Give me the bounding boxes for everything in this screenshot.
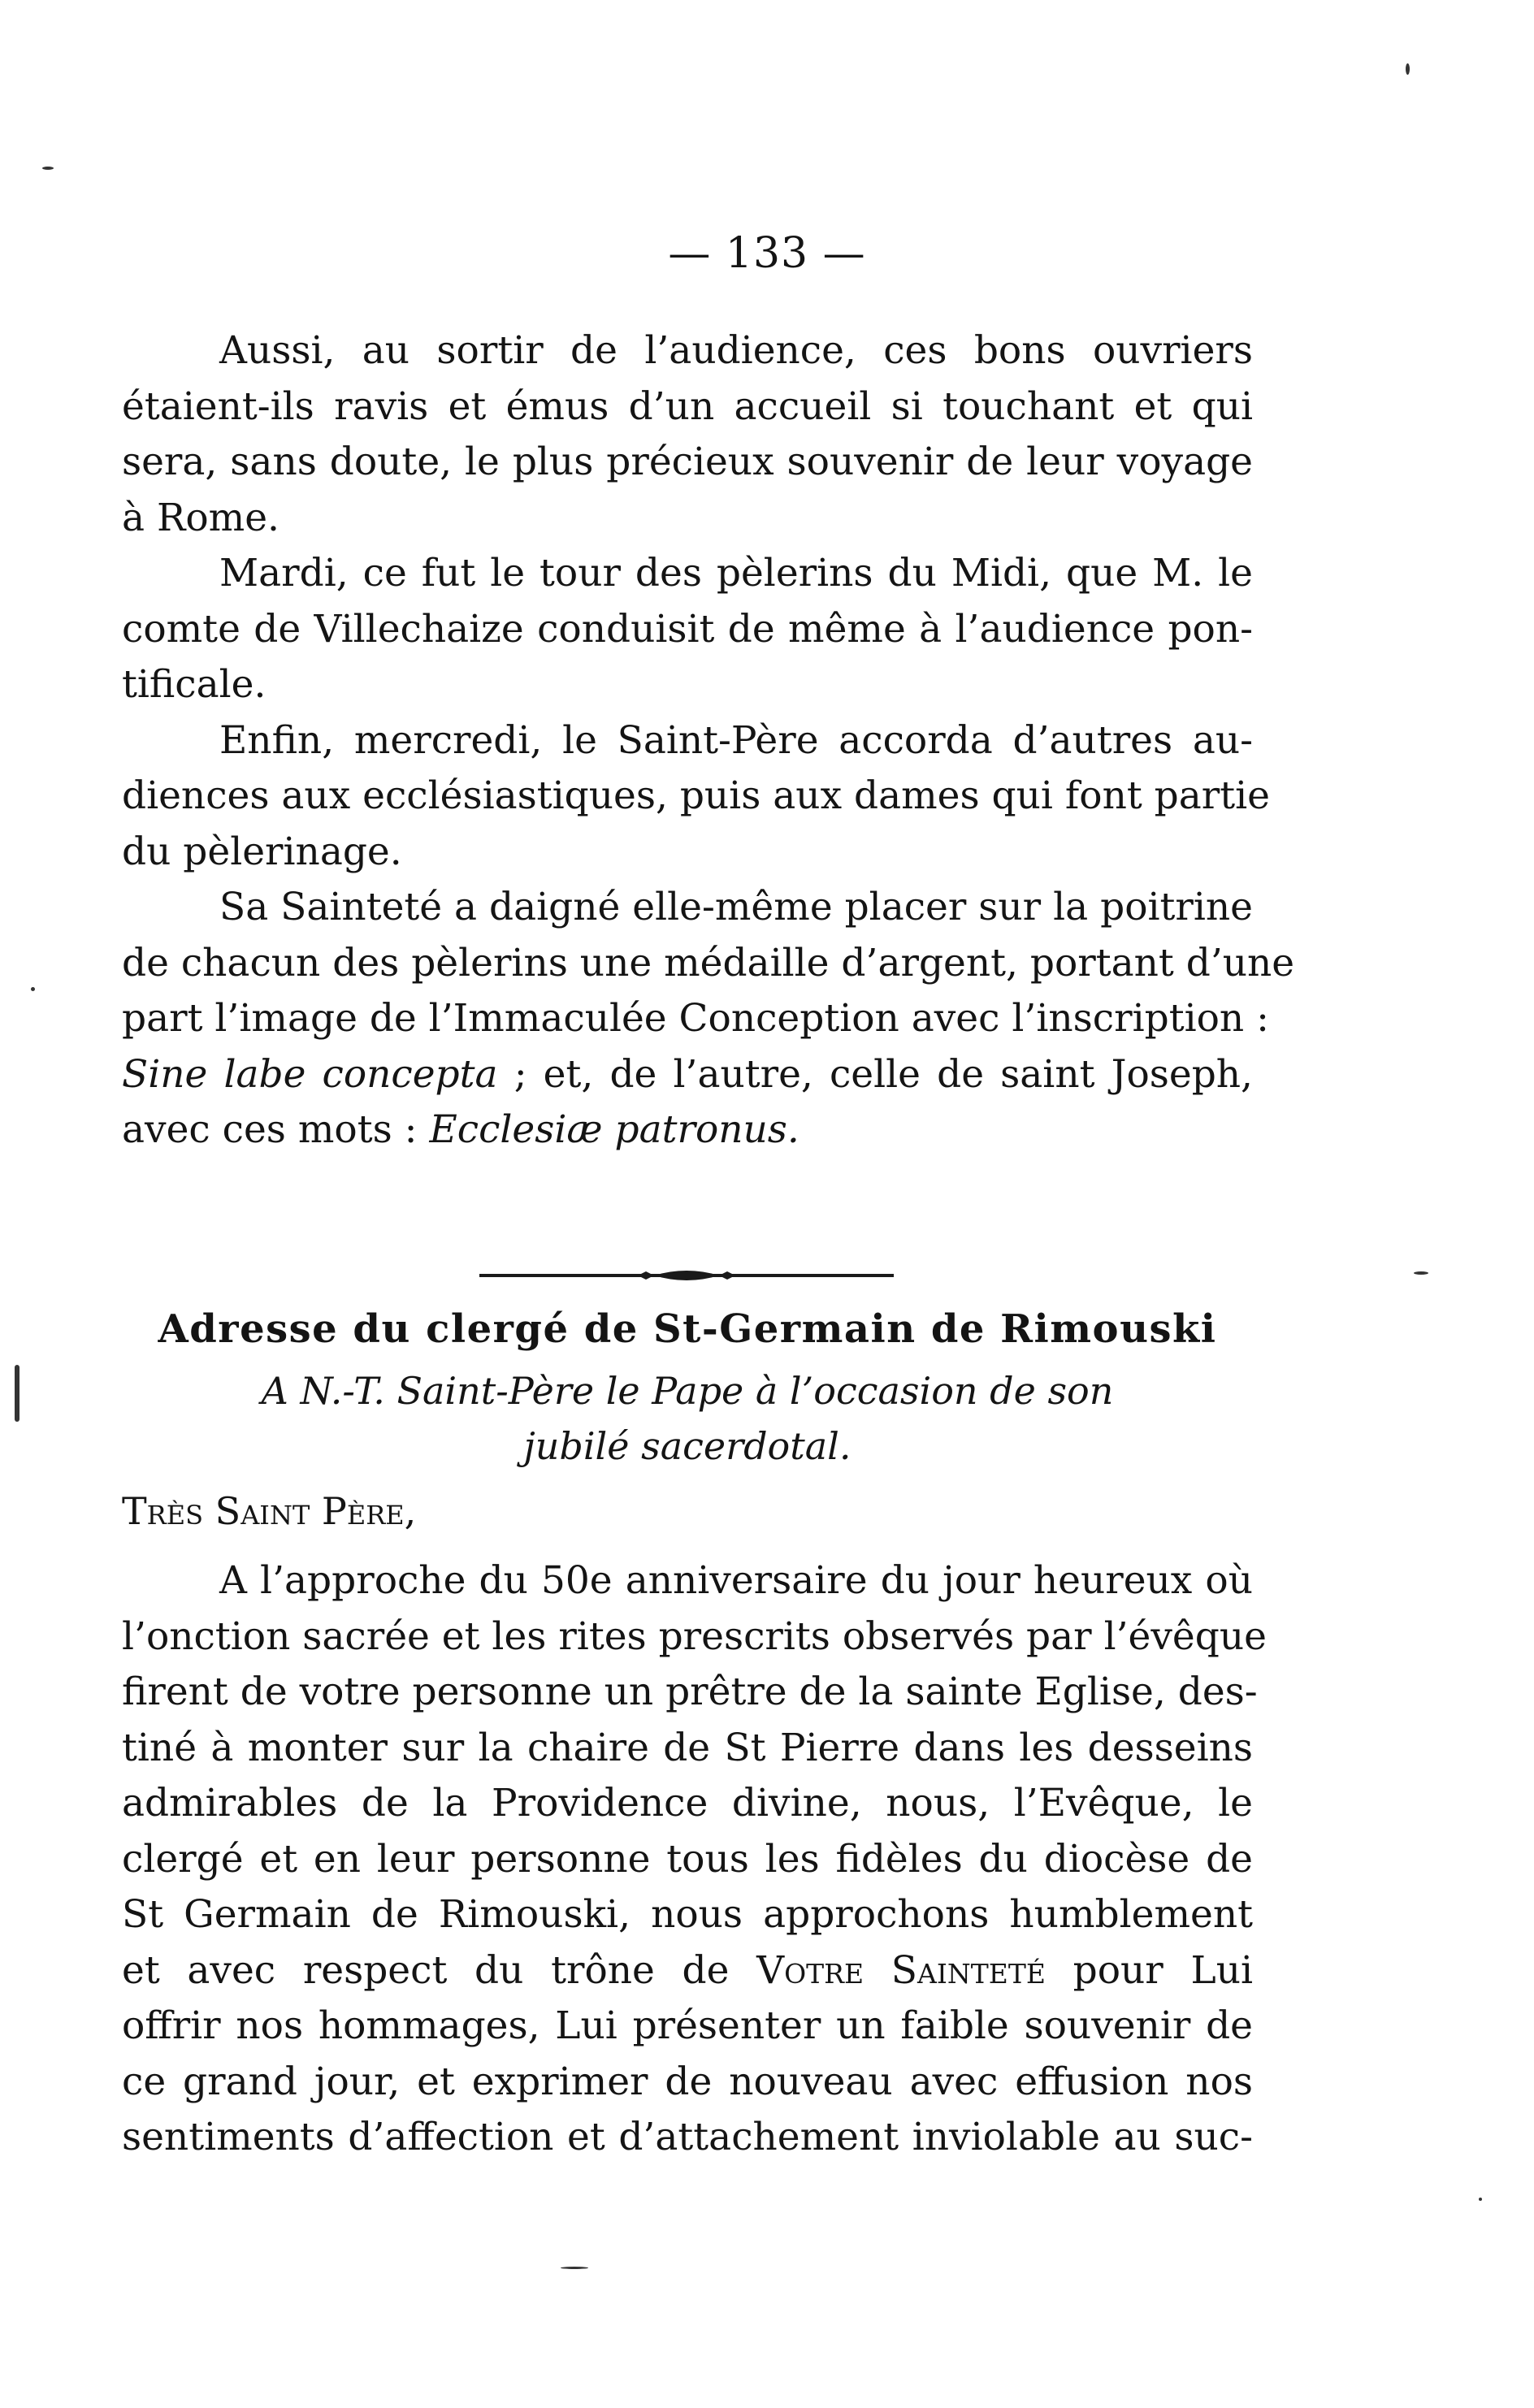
subheading-line: jubilé sacerdotal. [523, 1424, 852, 1468]
text-line: tiné à monter sur la chaire de St Pierre dans les desseins [122, 1725, 1253, 1770]
section-subheading [122, 1363, 1253, 1474]
text-line: offrir nos hommages, Lui présenter un faible souvenir de [122, 2003, 1253, 2048]
text-line [122, 1102, 1253, 1159]
scan-speck [31, 987, 35, 991]
scan-speck [1414, 1271, 1428, 1275]
paragraph-address [122, 1553, 1267, 2166]
text-line: étaient-ils ravis et émus d’un accueil si touchant et qui [122, 383, 1253, 429]
body-text-top [122, 323, 1295, 1159]
text-line: part l’image de l’Immaculée Conception avec l’inscription : [122, 996, 1269, 1041]
scan-speck [561, 2267, 588, 2269]
page-number: — 133 — [668, 229, 866, 278]
text-line: Enfin, mercredi, le Saint-Père accorda d’autres au- [219, 717, 1253, 763]
text-fragment: pour Lui [1045, 1947, 1253, 1993]
paragraph-audience [122, 323, 1253, 546]
text-fragment: avec ces mots : [122, 1107, 430, 1152]
subheading-line: A N.-T. Saint-Père le Pape à l’occasion de son [261, 1369, 1114, 1413]
paragraph-mardi [122, 546, 1253, 713]
salutation: Très Saint Père, [122, 1489, 417, 1533]
text-line: Mardi, ce fut le tour des pèlerins du Midi, que M. le [219, 551, 1253, 596]
section-separator-ornament [479, 1267, 894, 1284]
text-fragment: ; et, de l’autre, celle de saint Joseph, [497, 1051, 1253, 1097]
text-line: à Rome. [122, 495, 280, 540]
text-line: diences aux ecclésiastiques, puis aux dames qui font partie [122, 773, 1270, 818]
text-line: admirables de la Providence divine, nous, l’Evêque, le [122, 1781, 1253, 1825]
text-line [122, 1047, 1253, 1103]
text-line: de chacun des pèlerins une médaille d’argent, portant d’une [122, 940, 1295, 985]
text-line: Sa Sainteté a daigné elle-même placer sur la poitrine [219, 885, 1253, 929]
text-line: Aussi, au sortir de l’audience, ces bons ouvriers [219, 328, 1253, 373]
text-line: tificale. [122, 662, 266, 707]
paragraph-mercredi [122, 713, 1270, 881]
latin-inscription: Sine labe concepta [122, 1051, 498, 1097]
text-line: comte de Villechaize conduisit de même à l’audience pon- [122, 606, 1253, 652]
text-line: l’onction sacrée et les rites prescrits observés par l’évêque [122, 1613, 1267, 1659]
text-fragment: et avec respect du trône de [122, 1947, 757, 1993]
text-line: du pèlerinage. [122, 829, 402, 874]
text-line: firent de votre personne un prêtre de la sainte Eglise, des- [122, 1670, 1258, 1714]
latin-inscription: Ecclesiæ patronus. [429, 1107, 800, 1152]
scan-speck [1406, 63, 1410, 75]
body-text-address [122, 1553, 1267, 2166]
text-line: sentiments d’affection et d’attachement inviolable au suc- [122, 2115, 1253, 2159]
text-line: clergé et en leur personne tous les fidèles du diocèse de [122, 1836, 1253, 1882]
paragraph-medal [122, 880, 1295, 1159]
text-line: A l’approche du 50e anniversaire du jour heureux où [219, 1558, 1253, 1603]
votre-saintete-smallcaps: Votre Sainteté [756, 1947, 1046, 1993]
scan-speck [1479, 2198, 1482, 2201]
section-heading: Adresse du clergé de St-Germain de Rimouski [158, 1306, 1217, 1352]
scan-speck [42, 167, 54, 170]
text-line [122, 1943, 1253, 1999]
text-line: sera, sans doute, le plus précieux souvenir de leur voyage [122, 440, 1253, 484]
scan-speck [15, 1365, 20, 1422]
text-line: St Germain de Rimouski, nous approchons humblement [122, 1892, 1253, 1937]
text-line: ce grand jour, et exprimer de nouveau avec effusion nos [122, 2059, 1253, 2104]
